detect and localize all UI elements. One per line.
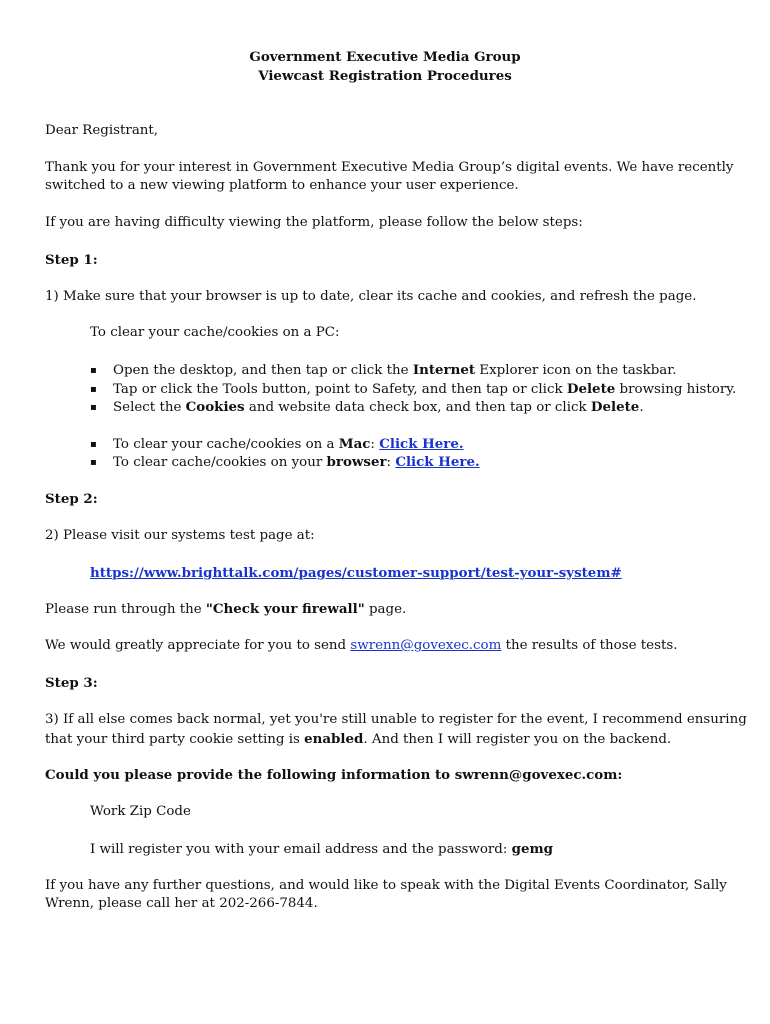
list-item-tools: ▪ Tap or click the Tools button, point to Safety, and then tap or click Delete browsing history. — [90, 381, 737, 397]
password-text: I will register you with your email address and the password: gemg — [90, 841, 554, 857]
step3-line-1: 3) If all else comes back normal, yet you're still unable to register for the event, I recommend ensuring — [45, 712, 747, 727]
email-link[interactable]: swrenn@govexec.com — [350, 638, 502, 653]
intro-line-1: Thank you for your interest in Government Executive Media Group’s digital events. We have recently — [45, 160, 734, 175]
list-item-browser: ▪ To clear cache/cookies on your browser: Click Here. — [90, 454, 480, 470]
list-item-mac: ▪ To clear your cache/cookies on a Mac: Click Here. — [90, 436, 464, 452]
browser-click-here-link[interactable]: Click Here. — [395, 454, 480, 470]
pc-intro: To clear your cache/cookies on a PC: — [90, 325, 340, 340]
step1-heading: Step 1: — [45, 252, 98, 268]
step2-heading: Step 2: — [45, 491, 98, 507]
step3-line-2: that your third party cookie setting is enabled. And then I will register you on the backend. — [45, 731, 672, 747]
bullet-icon: ▪ — [90, 384, 97, 395]
difficulty-text: If you are having difficulty viewing the platform, please follow the below steps: — [45, 215, 583, 230]
bullet-icon: ▪ — [90, 402, 97, 413]
send-results-text: We would greatly appreciate for you to send swrenn@govexec.com the results of those tests. — [45, 638, 678, 653]
list-item-cookies: ▪ Select the Cookies and website data check box, and then tap or click Delete. — [90, 399, 644, 415]
firewall-text: Please run through the "Check your firewall" page. — [45, 601, 407, 617]
doc-title: Government Executive Media Group — [249, 49, 521, 65]
step1-text: 1) Make sure that your browser is up to date, clear its cache and cookies, and refresh the page. — [45, 289, 697, 304]
test-system-link[interactable]: https://www.brighttalk.com/pages/customer-support/test-your-system# — [90, 565, 622, 581]
bullet-icon: ▪ — [90, 365, 97, 376]
closing-line-1: If you have any further questions, and would like to speak with the Digital Events Coordinator, Sally — [45, 878, 727, 893]
intro-line-2: switched to a new viewing platform to enhance your user experience. — [45, 178, 519, 193]
provide-info-heading: Could you please provide the following information to swrenn@govexec.com: — [45, 767, 623, 783]
closing-line-2: Wrenn, please call her at 202-266-7844. — [45, 896, 318, 911]
doc-subtitle: Viewcast Registration Procedures — [258, 68, 512, 84]
greeting: Dear Registrant, — [45, 123, 159, 138]
bullet-icon: ▪ — [90, 457, 97, 468]
bullet-icon: ▪ — [90, 439, 97, 450]
step2-text: 2) Please visit our systems test page at: — [45, 528, 315, 543]
test-page-link-line — [90, 564, 622, 583]
mac-click-here-link[interactable]: Click Here. — [379, 436, 464, 452]
list-item-internet: ▪ Open the desktop, and then tap or click the Internet Explorer icon on the taskbar. — [90, 362, 677, 378]
work-zip-code: Work Zip Code — [90, 804, 191, 819]
step3-heading: Step 3: — [45, 675, 98, 691]
